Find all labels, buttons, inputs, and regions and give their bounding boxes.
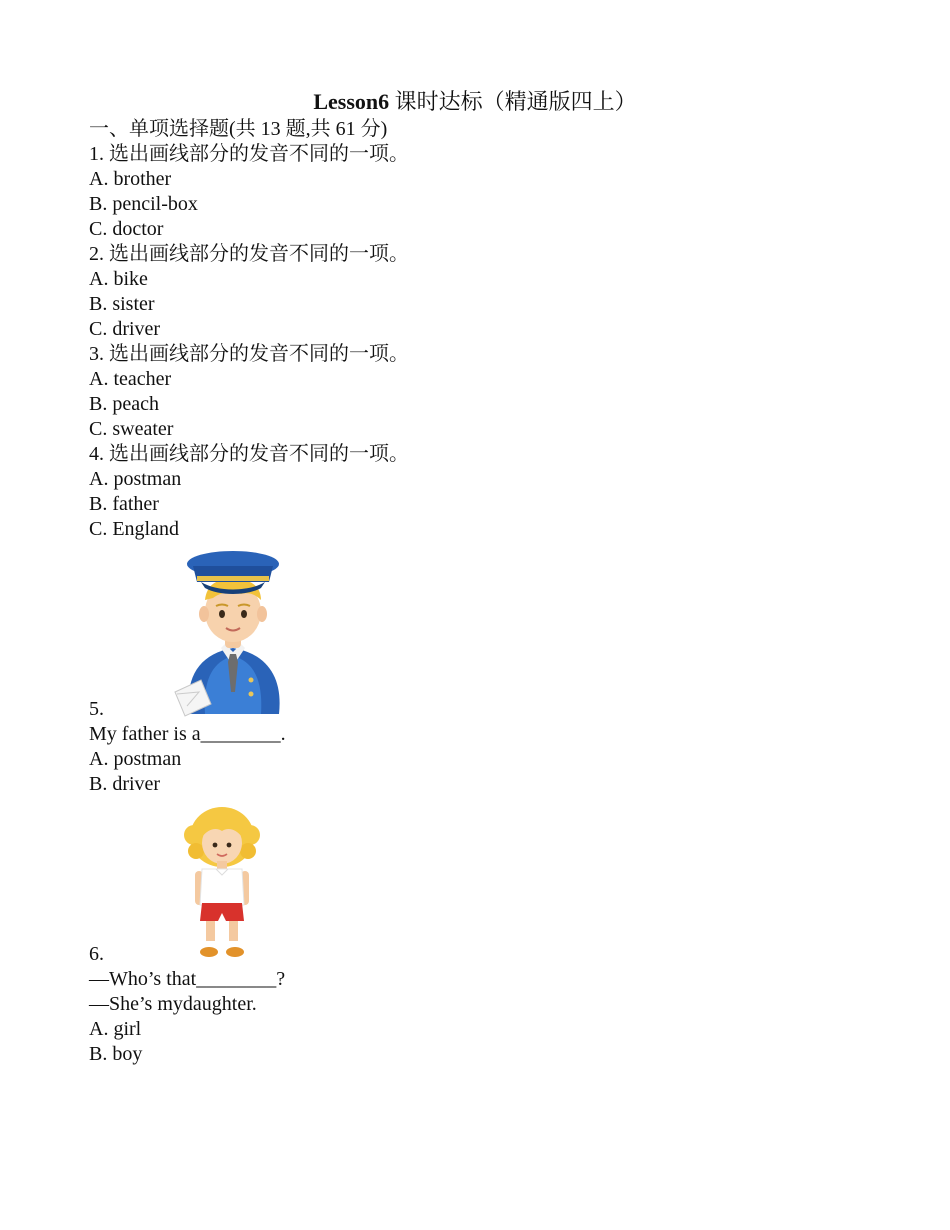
question-4-option-b[interactable]: B. father [89, 493, 159, 515]
question-6-number: 6. [89, 943, 104, 965]
question-5-option-b[interactable]: B. driver [89, 773, 161, 795]
question-5-figure [89, 542, 869, 722]
question-6-option-b[interactable]: B. boy [89, 1043, 143, 1065]
section-heading: 一、单项选择题(共 13 题,共 61 分) [89, 118, 388, 140]
question-3-option-c[interactable]: C. sweater [89, 418, 174, 440]
question-3-option-b[interactable]: B. peach [89, 393, 159, 415]
question-5-number: 5. [89, 698, 104, 720]
question-4-option-a[interactable]: A. postman [89, 468, 182, 490]
title-lesson: Lesson6 [313, 89, 390, 114]
question-2-option-c[interactable]: C. driver [89, 318, 161, 340]
question-2-option-b[interactable]: B. sister [89, 293, 155, 315]
question-2-option-a[interactable]: A. bike [89, 268, 148, 290]
girl-illustration [182, 801, 262, 961]
question-4-prompt: 4. 选出画线部分的发音不同的一项。 [89, 443, 409, 465]
question-5-option-a[interactable]: A. postman [89, 748, 182, 770]
question-1-option-a[interactable]: A. brother [89, 168, 172, 190]
question-3-prompt: 3. 选出画线部分的发音不同的一项。 [89, 343, 409, 365]
page-title [0, 86, 950, 118]
question-1-option-c[interactable]: C. doctor [89, 218, 164, 240]
title-subtitle: 课时达标（精通版四上） [389, 89, 637, 114]
question-3-option-a[interactable]: A. teacher [89, 368, 172, 390]
question-6-figure [89, 797, 869, 967]
postman-illustration [171, 542, 296, 718]
question-2-prompt: 2. 选出画线部分的发音不同的一项。 [89, 243, 409, 265]
worksheet-content [89, 117, 869, 1067]
question-6-dialogue-line-1: —Who’s that________? [89, 968, 286, 990]
question-6-dialogue-line-2: —She’s mydaughter. [89, 993, 257, 1015]
question-1-option-b[interactable]: B. pencil-box [89, 193, 198, 215]
question-5-sentence: My father is a________. [89, 723, 286, 745]
question-6-option-a[interactable]: A. girl [89, 1018, 142, 1040]
question-1-prompt: 1. 选出画线部分的发音不同的一项。 [89, 143, 409, 165]
question-4-option-c[interactable]: C. England [89, 518, 179, 540]
